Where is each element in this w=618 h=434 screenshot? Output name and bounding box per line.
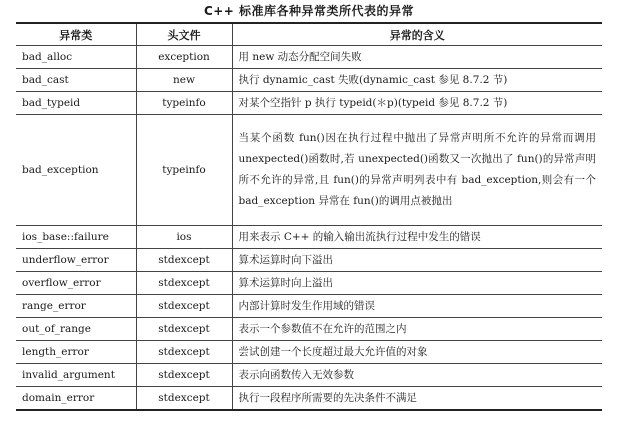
- meaning-cell: 算术运算时向下溢出: [232, 249, 602, 272]
- header-file-cell: stdexcept: [136, 387, 232, 411]
- table-row: [16, 226, 602, 249]
- header-file-cell: stdexcept: [136, 295, 232, 318]
- meaning-cell: 用来表示 C++ 的输入输出流执行过程中发生的错误: [232, 226, 602, 249]
- column-header-class: 异常类: [16, 23, 136, 46]
- meaning-cell: 对某个空指针 p 执行 typeid(＊p)(typeid 参见 8.7.2 节): [232, 92, 602, 115]
- table-row: [16, 295, 602, 318]
- exception-class-cell: underflow_error: [16, 249, 136, 272]
- exception-table: [16, 22, 602, 411]
- table-row: [16, 272, 602, 295]
- header-file-cell: typeinfo: [136, 115, 232, 226]
- header-file-cell: stdexcept: [136, 318, 232, 341]
- header-file-cell: new: [136, 69, 232, 92]
- meaning-cell: 尝试创建一个长度超过最大允许值的对象: [232, 341, 602, 364]
- exception-class-cell: overflow_error: [16, 272, 136, 295]
- meaning-cell: 算术运算时向上溢出: [232, 272, 602, 295]
- header-file-cell: stdexcept: [136, 364, 232, 387]
- exception-class-cell: bad_cast: [16, 69, 136, 92]
- header-file-cell: stdexcept: [136, 249, 232, 272]
- header-file-cell: typeinfo: [136, 92, 232, 115]
- exception-class-cell: domain_error: [16, 387, 136, 411]
- table-row: [16, 115, 602, 226]
- exception-class-cell: bad_alloc: [16, 46, 136, 69]
- header-file-cell: stdexcept: [136, 341, 232, 364]
- header-file-cell: ios: [136, 226, 232, 249]
- table-header-row: [16, 23, 602, 46]
- meaning-cell: 执行 dynamic_cast 失败(dynamic_cast 参见 8.7.2 节): [232, 69, 602, 92]
- exception-class-cell: bad_typeid: [16, 92, 136, 115]
- exception-class-cell: bad_exception: [16, 115, 136, 226]
- table-row: [16, 46, 602, 69]
- column-header-header-file: 头文件: [136, 23, 232, 46]
- exception-class-cell: invalid_argument: [16, 364, 136, 387]
- table-row: [16, 387, 602, 411]
- header-file-cell: stdexcept: [136, 272, 232, 295]
- table-row: [16, 364, 602, 387]
- exception-class-cell: ios_base::failure: [16, 226, 136, 249]
- column-header-meaning: 异常的含义: [232, 23, 602, 46]
- meaning-cell: 表示向函数传入无效参数: [232, 364, 602, 387]
- table-title: C++ 标准库各种异常类所代表的异常: [203, 4, 415, 18]
- meaning-cell: 用 new 动态分配空间失败: [232, 46, 602, 69]
- exception-class-cell: out_of_range: [16, 318, 136, 341]
- meaning-cell: 当某个函数 fun()因在执行过程中抛出了异常声明所不允许的异常而调用 unexpected()函数时,若 unexpected()函数又一次抛出了 fun()的异常声明所不允许的异常,且 fun()的异常声明列表中有 bad_exception,则会有一个 bad_exception 异常在 fun()的调用点被抛出: [232, 115, 602, 226]
- meaning-cell: 内部计算时发生作用域的错误: [232, 295, 602, 318]
- table-row: [16, 318, 602, 341]
- table-row: [16, 341, 602, 364]
- table-row: [16, 249, 602, 272]
- meaning-cell: 执行一段程序所需要的先决条件不满足: [232, 387, 602, 411]
- table-row: [16, 69, 602, 92]
- header-file-cell: exception: [136, 46, 232, 69]
- meaning-cell: 表示一个参数值不在允许的范围之内: [232, 318, 602, 341]
- exception-class-cell: range_error: [16, 295, 136, 318]
- exception-class-cell: length_error: [16, 341, 136, 364]
- table-row: [16, 92, 602, 115]
